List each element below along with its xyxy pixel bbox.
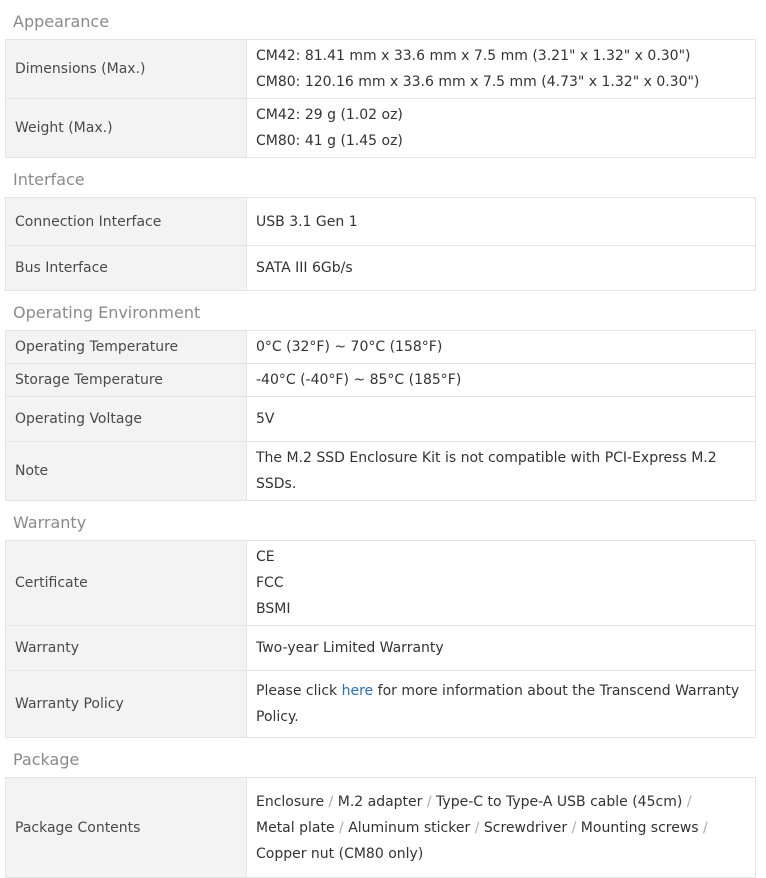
warranty-policy-text (256, 683, 739, 725)
spec-table (5, 540, 756, 738)
spec-item: CE (256, 549, 275, 565)
section-title: Appearance (13, 12, 110, 31)
section-title: Operating Environment (13, 303, 201, 322)
spec-table (5, 39, 756, 158)
separator: / (422, 793, 437, 810)
spec-value-line (256, 570, 747, 596)
spec-row (6, 99, 756, 158)
warranty-policy-link[interactable]: here (341, 683, 374, 699)
separator: / (682, 793, 692, 810)
spec-row (6, 246, 756, 291)
spec-value (247, 626, 756, 671)
section-title: Package (13, 750, 80, 769)
spec-item: Copper nut (CM80 only) (256, 845, 424, 862)
spec-value-line (256, 789, 747, 815)
spec-label: Connection Interface (6, 198, 247, 246)
spec-value (247, 778, 756, 878)
spec-item: Type-C to Type-A USB cable (45cm) (436, 793, 683, 810)
spec-value-line: SATA III 6Gb/s (256, 260, 353, 276)
spec-row (6, 626, 756, 671)
section-title: Interface (13, 170, 85, 189)
section-operating-environment (5, 291, 756, 501)
spec-value-line: The M.2 SSD Enclosure Kit is not compatible with PCI-Express M.2 SSDs. (256, 450, 717, 492)
spec-value (247, 541, 756, 626)
separator: / (324, 793, 338, 810)
separator: / (470, 819, 484, 836)
spec-table (5, 777, 756, 878)
section-warranty (5, 501, 756, 738)
spec-value-line (256, 544, 747, 570)
spec-label: Warranty Policy (6, 671, 247, 738)
spec-value-line (256, 596, 747, 622)
spec-value (247, 99, 756, 158)
section-appearance (5, 0, 756, 158)
spec-value-line: 0°C (32°F) ~ 70°C (158°F) (256, 339, 443, 355)
spec-value-line: CM42: 81.41 mm x 33.6 mm x 7.5 mm (3.21" x 1.32" x 0.30") (256, 48, 691, 64)
spec-value-line: -40°C (-40°F) ~ 85°C (185°F) (256, 372, 462, 388)
section-interface (5, 158, 756, 291)
spec-value (247, 331, 756, 364)
spec-value-line: Two-year Limited Warranty (256, 640, 444, 656)
spec-item: Screwdriver (483, 819, 568, 836)
spec-value-line (256, 841, 747, 867)
spec-label: Operating Voltage (6, 397, 247, 442)
spec-label: Note (6, 442, 247, 501)
spec-value-line: 5V (256, 411, 275, 427)
spec-value (247, 671, 756, 738)
spec-value-line: CM80: 120.16 mm x 33.6 mm x 7.5 mm (4.73" x 1.32" x 0.30") (256, 74, 700, 90)
spec-row (6, 397, 756, 442)
spec-label: Package Contents (6, 778, 247, 878)
spec-item: M.2 adapter (337, 793, 423, 810)
spec-label: Warranty (6, 626, 247, 671)
spec-table (5, 330, 756, 501)
section-package (5, 738, 756, 878)
spec-row (6, 541, 756, 626)
spec-value-line: CM80: 41 g (1.45 oz) (256, 133, 403, 149)
spec-row (6, 198, 756, 246)
spec-item: BSMI (256, 601, 291, 617)
separator: / (698, 819, 708, 836)
spec-row (6, 778, 756, 878)
spec-label: Bus Interface (6, 246, 247, 291)
spec-value (247, 198, 756, 246)
spec-item: Metal plate (256, 819, 335, 836)
spec-value-line: CM42: 29 g (1.02 oz) (256, 107, 403, 123)
separator: / (567, 819, 581, 836)
spec-row (6, 442, 756, 501)
section-title: Warranty (13, 513, 87, 532)
spec-item: Mounting screws (580, 819, 699, 836)
spec-label: Operating Temperature (6, 331, 247, 364)
spec-value (247, 442, 756, 501)
spec-value (247, 40, 756, 99)
spec-row (6, 331, 756, 364)
spec-label: Storage Temperature (6, 364, 247, 397)
spec-value (247, 397, 756, 442)
spec-table (5, 197, 756, 291)
spec-row (6, 671, 756, 738)
spec-item: Enclosure (256, 793, 325, 810)
spec-value-line (256, 815, 747, 841)
separator: / (334, 819, 349, 836)
spec-row (6, 364, 756, 397)
spec-value-line: USB 3.1 Gen 1 (256, 213, 358, 230)
spec-label: Weight (Max.) (6, 99, 247, 158)
spec-row (6, 40, 756, 99)
spec-value (247, 364, 756, 397)
spec-value (247, 246, 756, 291)
policy-text-after: for more information about the Transcend Warranty Policy. (256, 683, 740, 725)
policy-text-before: Please click (256, 683, 342, 699)
spec-item: FCC (256, 575, 284, 591)
spec-label: Dimensions (Max.) (6, 40, 247, 99)
spec-item: Aluminum sticker (348, 819, 471, 836)
spec-label: Certificate (6, 541, 247, 626)
